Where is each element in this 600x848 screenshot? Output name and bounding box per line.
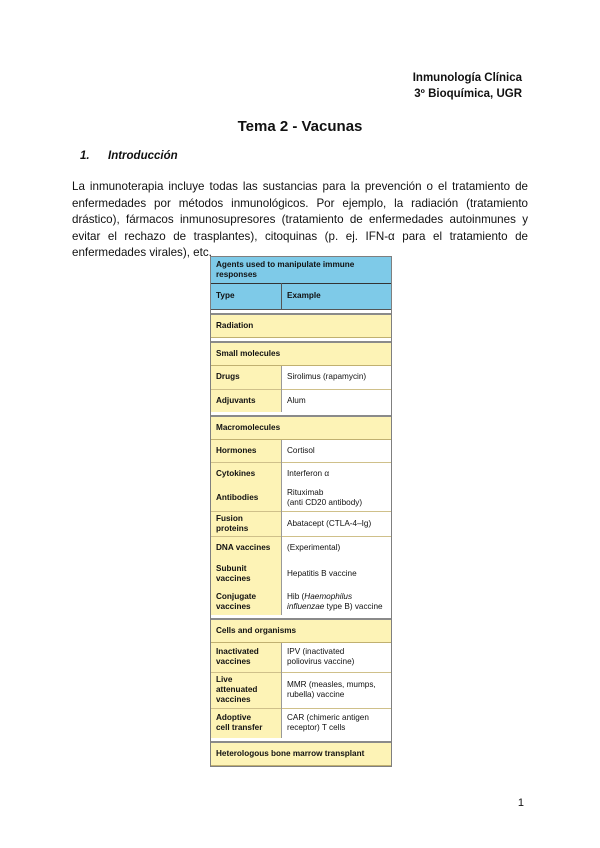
type-antibodies: Antibodies	[211, 485, 282, 512]
type-drugs: Drugs	[211, 365, 282, 389]
type-hormones: Hormones	[211, 439, 282, 462]
example-adoptive-line2: receptor) T cells	[287, 723, 346, 733]
example-subunit-vaccines: Hepatitis B vaccine	[282, 559, 392, 589]
type-subunit-line2: vaccines	[216, 573, 251, 583]
document-header	[413, 70, 522, 102]
example-antibodies-line2: (anti CD20 antibody)	[287, 497, 363, 507]
type-adoptive-cell-transfer	[211, 708, 282, 738]
type-adjuvants: Adjuvants	[211, 389, 282, 412]
example-inactivated-line2: poliovirus vaccine)	[287, 657, 355, 666]
example-drugs: Sirolimus (rapamycin)	[282, 365, 392, 389]
type-live-line3: vaccines	[216, 695, 251, 704]
example-conjugate-italic2: influenzae	[287, 601, 325, 611]
example-dna-vaccines: (Experimental)	[282, 536, 392, 559]
example-adoptive-line1: CAR (chimeric antigen	[287, 713, 369, 723]
immune-agents-table	[211, 257, 391, 766]
type-cytokines: Cytokines	[211, 462, 282, 485]
example-adoptive-cell-transfer	[282, 708, 392, 738]
category-macromolecules: Macromolecules	[211, 416, 391, 440]
example-cytokines: Interferon α	[282, 462, 392, 485]
column-header-type: Type	[211, 283, 282, 309]
category-cells-organisms: Cells and organisms	[211, 619, 391, 643]
example-adjuvants: Alum	[282, 389, 392, 412]
type-subunit-vaccines	[211, 559, 282, 589]
section-number: 1.	[80, 150, 90, 162]
type-inactivated-line2: vaccines	[216, 657, 251, 666]
type-live-line2: attenuated	[216, 685, 258, 694]
category-radiation: Radiation	[211, 314, 391, 338]
header-degree: 3º Bioquímica, UGR	[414, 88, 522, 100]
example-fusion-proteins: Abatacept (CTLA-4–Ig)	[282, 511, 392, 536]
type-subunit-line1: Subunit	[216, 563, 247, 573]
example-live-line2: rubella) vaccine	[287, 690, 345, 699]
section-title: Introducción	[108, 150, 178, 162]
page-number: 1	[517, 797, 524, 809]
example-conjugate-pre: Hib (	[287, 591, 305, 601]
example-antibodies	[282, 485, 392, 512]
type-adoptive-line2: cell transfer	[216, 723, 263, 733]
type-conjugate-vaccines	[211, 589, 282, 615]
example-inactivated-line1: IPV (inactivated	[287, 647, 345, 656]
type-inactivated-vaccines	[211, 642, 282, 672]
example-inactivated-vaccines	[282, 642, 392, 672]
section-heading	[80, 150, 178, 162]
type-adoptive-line1: Adoptive	[216, 713, 252, 723]
type-dna-vaccines: DNA vaccines	[211, 536, 282, 559]
category-bone-marrow-transplant: Heterologous bone marrow transplant	[211, 742, 391, 766]
type-inactivated-line1: Inactivated	[216, 647, 259, 656]
intro-paragraph: La inmunoterapia incluye todas las sustancias para la prevención o el tratamiento de enfermedades por métodos inmunológicos. Por ejemplo, la radiación (tratamiento drástico), fármacos inmunosupresores (tratamiento de enfermedades autoinmunes y evitar el rechazo de trasplantes), citoquinas (p. ej. IFN-α para el tratamiento de enfermedades virales), etc.	[72, 180, 528, 259]
example-hormones: Cortisol	[282, 439, 392, 462]
page-title: Tema 2 - Vacunas	[237, 118, 363, 135]
example-conjugate-post: type B) vaccine	[324, 601, 383, 611]
header-course: Inmunología Clínica	[412, 72, 522, 84]
example-live-line1: MMR (measles, mumps,	[287, 680, 376, 689]
type-conjugate-line2: vaccines	[216, 601, 251, 611]
type-live-line1: Live	[216, 675, 233, 684]
type-conjugate-line1: Conjugate	[216, 591, 257, 601]
type-live-attenuated-vaccines	[211, 672, 282, 708]
immune-agents-table-figure	[210, 256, 392, 767]
example-conjugate-italic1: Haemophilus	[304, 591, 353, 601]
table-title: Agents used to manipulate immune responses	[216, 259, 355, 279]
example-antibodies-line1: Rituximab	[287, 487, 324, 497]
type-fusion-proteins: Fusion proteins	[211, 511, 282, 536]
column-header-example: Example	[282, 283, 392, 309]
category-small-molecules: Small molecules	[211, 342, 391, 366]
example-conjugate-vaccines	[282, 589, 392, 615]
example-live-attenuated-vaccines	[282, 672, 392, 708]
